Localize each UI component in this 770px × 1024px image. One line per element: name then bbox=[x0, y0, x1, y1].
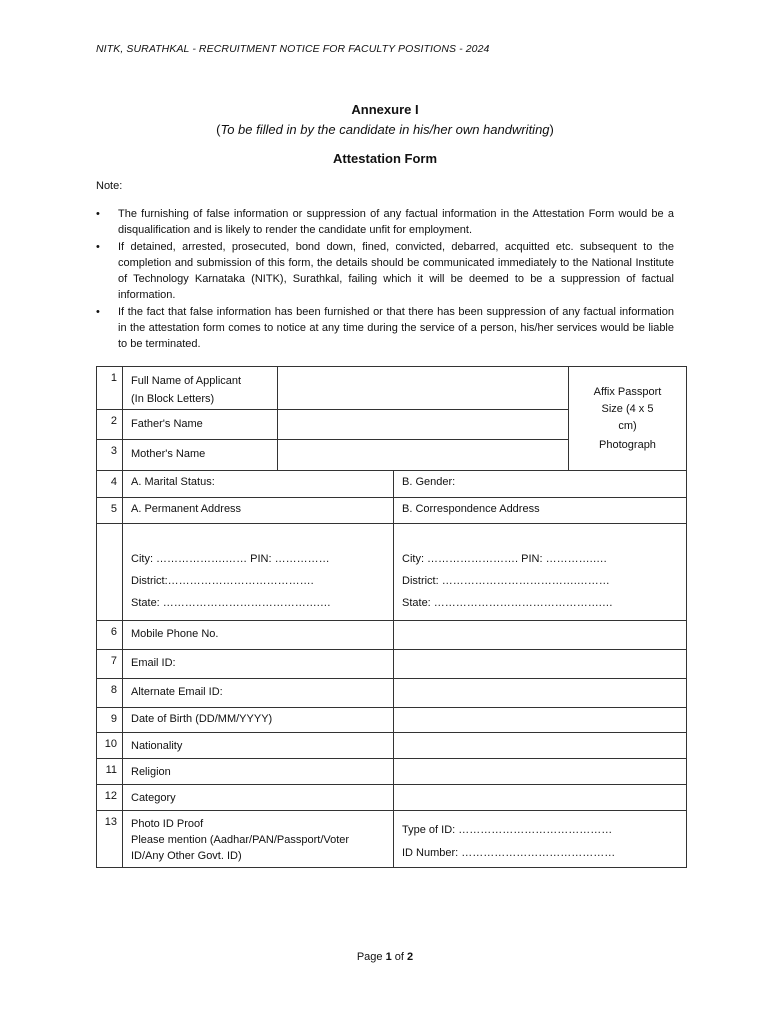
alt-email-label: Alternate Email ID: bbox=[123, 679, 394, 708]
photo-text: cm) bbox=[618, 419, 637, 432]
table-row bbox=[97, 679, 687, 708]
table-row bbox=[97, 524, 687, 621]
row-number: 12 bbox=[97, 785, 123, 811]
row-number: 6 bbox=[97, 621, 123, 650]
bullet-icon: • bbox=[96, 305, 100, 318]
table-row bbox=[97, 650, 687, 679]
photo-text: Photograph bbox=[599, 438, 656, 451]
row-number: 2 bbox=[97, 410, 123, 440]
row-number: 5 bbox=[97, 498, 123, 524]
table-row bbox=[97, 811, 687, 868]
photo-text: Size (4 x 5 bbox=[601, 402, 654, 415]
row-number: 1 bbox=[97, 367, 123, 410]
dob-label: Date of Birth (DD/MM/YYYY) bbox=[123, 708, 394, 733]
table-row bbox=[97, 471, 687, 498]
gender-field[interactable]: B. Gender: bbox=[394, 471, 687, 498]
table-row bbox=[97, 733, 687, 759]
religion-field[interactable] bbox=[394, 759, 687, 785]
perm-state-line: State: …………………………………….… bbox=[131, 597, 331, 609]
table-row bbox=[97, 498, 687, 524]
photo-id-text: Photo ID Proof bbox=[131, 818, 204, 830]
row-number: 10 bbox=[97, 733, 123, 759]
correspondence-address-label: B. Correspondence Address bbox=[394, 498, 687, 524]
fathers-name-field[interactable] bbox=[278, 410, 569, 440]
corr-state-line: State: ……………………………………….… bbox=[402, 597, 613, 609]
mobile-label: Mobile Phone No. bbox=[123, 621, 394, 650]
marital-status-field[interactable]: A. Marital Status: bbox=[123, 471, 394, 498]
email-label: Email ID: bbox=[123, 650, 394, 679]
mobile-field[interactable] bbox=[394, 621, 687, 650]
note-text: If detained, arrested, prosecuted, bond down, fined, convicted, debarred, acquitted etc. subsequent to the completion and submission of this form, the details should be communicated immediately to the National Institute of Technology Karnataka (NITK), Surathkal, failing which it will be deemed to be a suppression of factual information. bbox=[118, 240, 674, 302]
page-number bbox=[0, 951, 770, 963]
religion-label: Religion bbox=[123, 759, 394, 785]
instruction-open: ( bbox=[216, 122, 221, 137]
table-row bbox=[97, 759, 687, 785]
row-number: 7 bbox=[97, 650, 123, 679]
row-number: 13 bbox=[97, 811, 123, 868]
email-field[interactable] bbox=[394, 650, 687, 679]
instruction-text: To be filled in by the candidate in his/her own handwriting bbox=[220, 122, 550, 137]
category-field[interactable] bbox=[394, 785, 687, 811]
note-text: The furnishing of false information or suppression of any factual information in the Attestation Form would be a disqualification and is likely to render the candidate unfit for employment. bbox=[118, 208, 674, 237]
table-row bbox=[97, 621, 687, 650]
note-item bbox=[96, 239, 674, 304]
note-list bbox=[96, 206, 674, 353]
photo-id-field[interactable] bbox=[394, 811, 687, 868]
mothers-name-label: Mother's Name bbox=[123, 440, 278, 471]
bullet-icon: • bbox=[96, 208, 100, 220]
block-letters-text: (In Block Letters) bbox=[131, 393, 215, 405]
note-item bbox=[96, 304, 674, 353]
correspondence-address-field[interactable] bbox=[394, 524, 687, 621]
instruction-close: ) bbox=[549, 122, 554, 137]
note-text: If the fact that false information has been furnished or that there has been suppression of any factual information in the attestation form comes to notice at any time during the service of a person, his/her services would be liable to be terminated. bbox=[118, 305, 674, 351]
page-of: of bbox=[391, 951, 408, 963]
empty-cell bbox=[97, 524, 123, 621]
photo-box bbox=[569, 367, 687, 471]
full-name-label bbox=[123, 367, 278, 410]
alt-email-field[interactable] bbox=[394, 679, 687, 708]
row-number: 8 bbox=[97, 679, 123, 708]
corr-district-line: District: ……………………………….……… bbox=[402, 575, 610, 587]
photo-id-hint: Please mention (Aadhar/PAN/Passport/Voter ID/Any Other Govt. ID) bbox=[131, 834, 350, 862]
corr-city-line: City: ……………………. PIN: ………….…. bbox=[402, 553, 607, 565]
annexure-title: Annexure I bbox=[351, 102, 419, 117]
total-pages: 2 bbox=[407, 951, 414, 963]
permanent-address-field[interactable] bbox=[123, 524, 394, 621]
table-row bbox=[97, 367, 687, 410]
id-number-line: ID Number: …………………………………… bbox=[402, 847, 616, 859]
note-label: Note: bbox=[96, 180, 123, 192]
page-prefix: Page bbox=[356, 951, 386, 963]
table-row bbox=[97, 785, 687, 811]
full-name-text: Full Name of Applicant bbox=[131, 375, 242, 387]
attestation-table bbox=[96, 366, 687, 868]
row-number: 11 bbox=[97, 759, 123, 785]
note-item bbox=[96, 206, 674, 239]
document-header: NITK, SURATHKAL - RECRUITMENT NOTICE FOR FACULTY POSITIONS - 2024 bbox=[96, 43, 490, 55]
nationality-label: Nationality bbox=[123, 733, 394, 759]
fathers-name-label: Father's Name bbox=[123, 410, 278, 440]
dob-field[interactable] bbox=[394, 708, 687, 733]
current-page: 1 bbox=[385, 951, 392, 963]
perm-city-line: City: ……………….…… PIN: …………… bbox=[131, 553, 330, 565]
instruction-line bbox=[0, 122, 770, 137]
full-name-field[interactable] bbox=[278, 367, 569, 410]
mothers-name-field[interactable] bbox=[278, 440, 569, 471]
row-number: 4 bbox=[97, 471, 123, 498]
form-title: Attestation Form bbox=[333, 151, 437, 166]
row-number: 9 bbox=[97, 708, 123, 733]
photo-id-label bbox=[123, 811, 394, 868]
bullet-icon: • bbox=[96, 240, 100, 253]
category-label: Category bbox=[123, 785, 394, 811]
photo-text: Affix Passport bbox=[593, 385, 662, 398]
permanent-address-label: A. Permanent Address bbox=[123, 498, 394, 524]
perm-district-line: District:…………………………………. bbox=[131, 575, 314, 587]
id-type-line: Type of ID: …………………………………… bbox=[402, 824, 613, 836]
table-row bbox=[97, 708, 687, 733]
nationality-field[interactable] bbox=[394, 733, 687, 759]
row-number: 3 bbox=[97, 440, 123, 471]
